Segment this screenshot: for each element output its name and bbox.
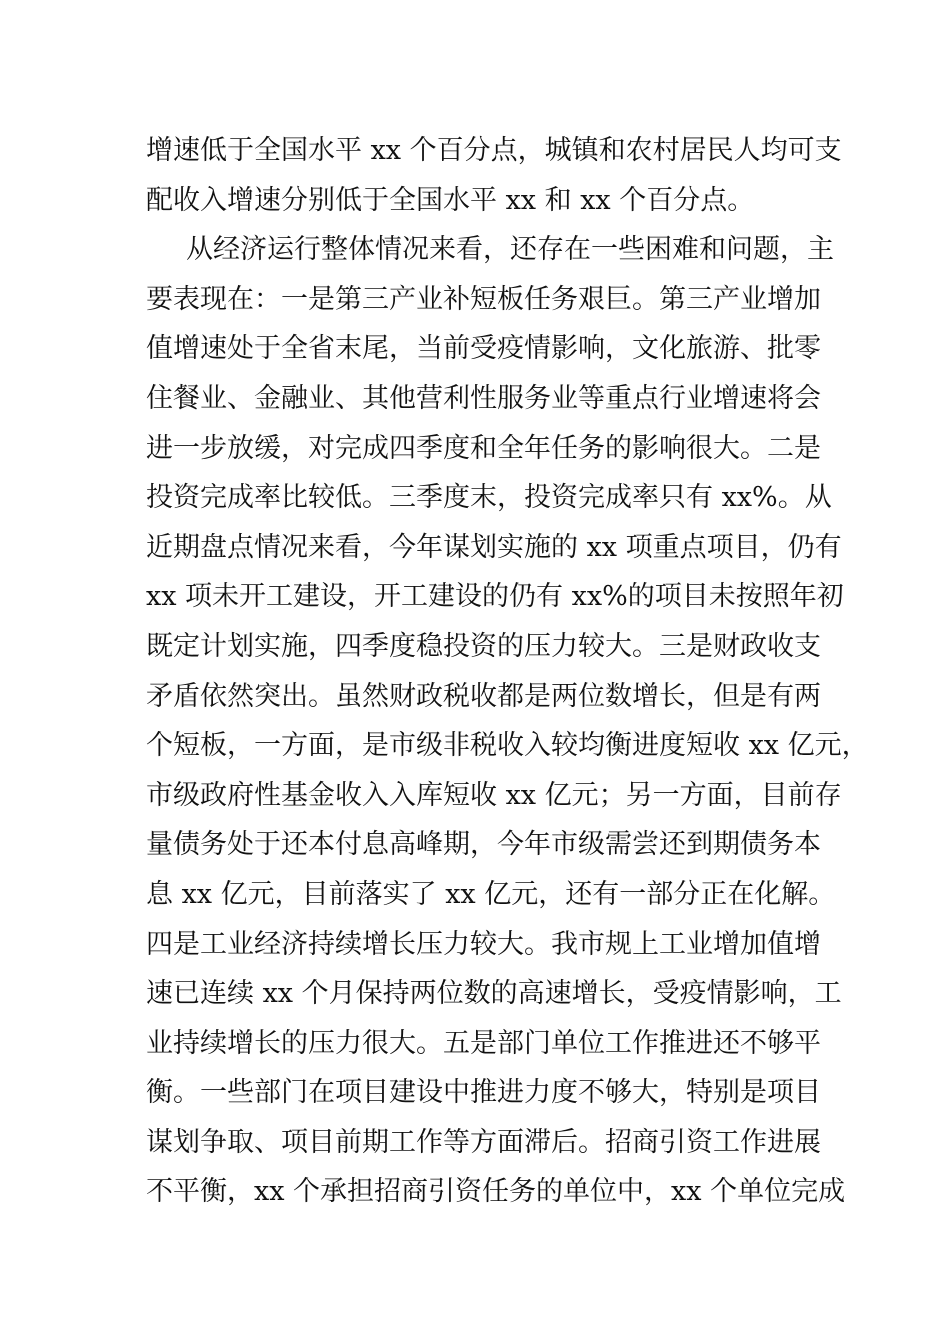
text-line: 增速低于全国水平 xx 个百分点，城镇和农村居民人均可支 [146, 135, 842, 166]
text-line: 投资完成率比较低。三季度末，投资完成率只有 xx%。从 [146, 482, 832, 514]
paragraph-start-line: 从经济运行整体情况来看，还存在一些困难和问题，主 [186, 234, 834, 266]
body-text [146, 126, 869, 1217]
text-line: 速已连续 xx 个月保持两位数的高速增长，受疫情影响，工 [146, 978, 842, 1010]
text-line: 息 xx 亿元，目前落实了 xx 亿元，还有一部分正在化解。 [146, 878, 836, 910]
text-line: 住餐业、金融业、其他营利性服务业等重点行业增速将会 [146, 382, 821, 414]
text-line: 配收入增速分别低于全国水平 xx 和 xx 个百分点。 [146, 184, 755, 216]
text-line: 四是工业经济持续增长压力较大。我市规上工业增加值增 [146, 928, 821, 960]
text-line: 个短板，一方面，是市级非税收入较均衡进度短收 xx 亿元， [146, 730, 869, 762]
text-line: 要表现在：一是第三产业补短板任务艰巨。第三产业增加 [146, 283, 821, 315]
text-line: 市级政府性基金收入入库短收 xx 亿元；另一方面，目前存 [146, 779, 842, 811]
text-line: 业持续增长的压力很大。五是部门单位工作推进还不够平 [146, 1027, 821, 1059]
text-line: 谋划争取、项目前期工作等方面滞后。招商引资工作进展 [146, 1126, 821, 1158]
text-line: 量债务处于还本付息高峰期，今年市级需尝还到期债务本 [146, 829, 821, 861]
text-line: xx 项未开工建设，开工建设的仍有 xx%的项目未按照年初 [146, 581, 844, 613]
text-line: 矛盾依然突出。虽然财政税收都是两位数增长，但是有两 [146, 680, 821, 712]
text-line: 不平衡，xx 个承担招商引资任务的单位中，xx 个单位完成 [146, 1176, 846, 1208]
text-line: 衡。一些部门在项目建设中推进力度不够大，特别是项目 [146, 1077, 821, 1109]
text-line: 进一步放缓，对完成四季度和全年任务的影响很大。二是 [146, 432, 821, 464]
text-line: 既定计划实施，四季度稳投资的压力较大。三是财政收支 [146, 630, 821, 662]
text-line: 近期盘点情况来看，今年谋划实施的 xx 项重点项目，仍有 [146, 531, 842, 563]
text-line: 值增速处于全省末尾，当前受疫情影响，文化旅游、批零 [146, 333, 821, 365]
